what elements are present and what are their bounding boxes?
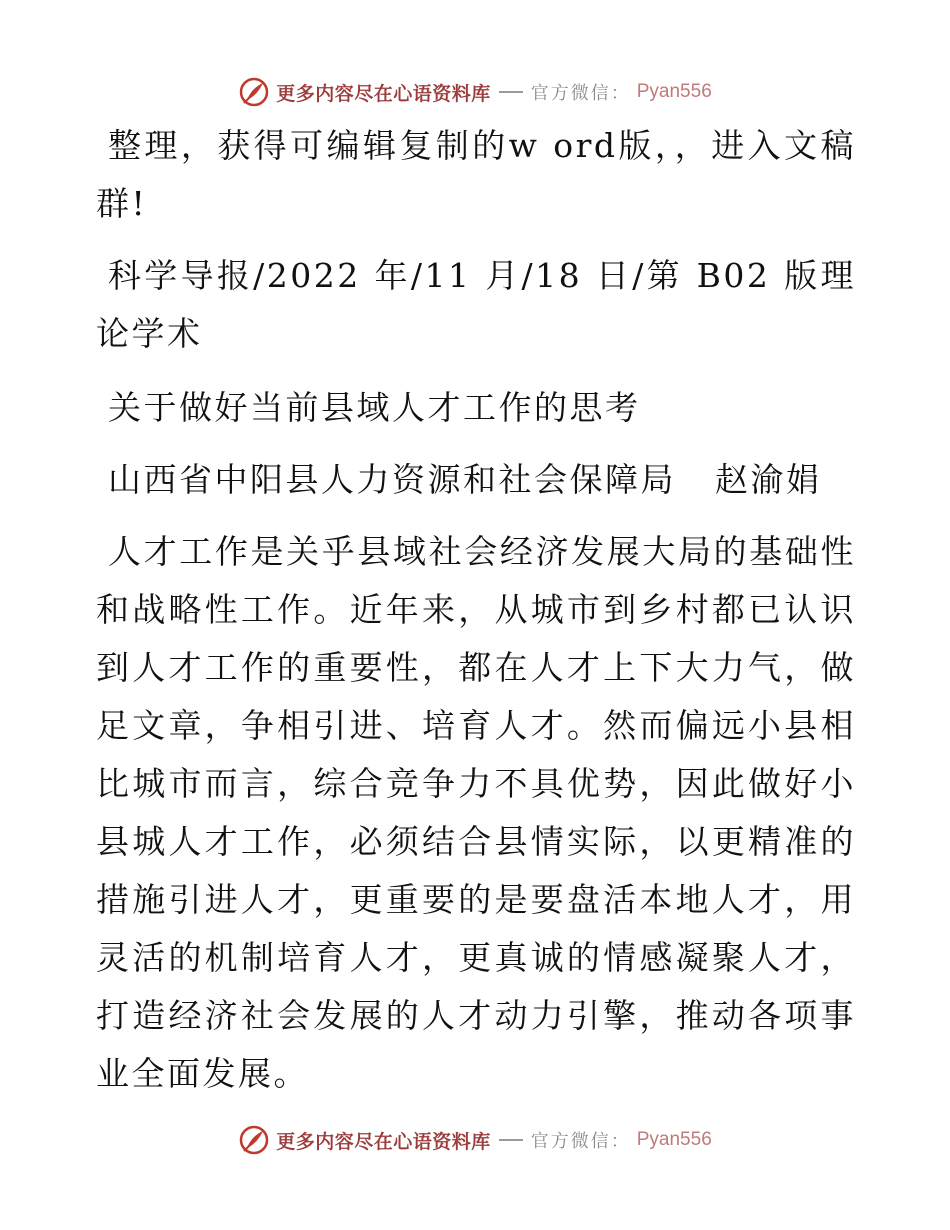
- feather-logo-icon: [238, 1124, 270, 1156]
- watermark-dash: [499, 1139, 523, 1141]
- watermark-dash: [499, 91, 523, 93]
- watermark-site-text: 更多内容尽在心语资料库: [276, 1130, 491, 1153]
- intro-paragraph: 整理，获得可编辑复制的w ord版，，进入文稿群!: [96, 126, 856, 223]
- document-body: [96, 117, 856, 1103]
- footer-watermark: [0, 1120, 950, 1160]
- article-title: 关于做好当前县域人才工作的思考: [108, 388, 641, 427]
- watermark-wechat-id: Pyan556: [636, 1129, 712, 1150]
- header-watermark: [0, 72, 950, 112]
- source-line: 科学导报/2022 年/11 月/18 日/第 B02 版理论学术: [96, 256, 856, 353]
- watermark-site-text: 更多内容尽在心语资料库: [276, 82, 491, 105]
- watermark-wechat-label: 官方微信：: [530, 83, 631, 104]
- watermark-wechat-id: Pyan556: [636, 81, 712, 102]
- feather-logo-icon: [238, 76, 270, 108]
- body-paragraph: 人才工作是关乎县域社会经济发展大局的基础性和战略性工作。近年来，从城市到乡村都已认识到人才工作的重要性，都在人才上下大力气，做足文章，争相引进、培育人才。然而偏远小县相比城市而言，综合竞争力不具优势，因此做好小县城人才工作，必须结合县情实际，以更精准的措施引进人才，更重要的是要盘活本地人才，用灵活的机制培育人才，更真诚的情感凝聚人才，打造经济社会发展的人才动力引擎，推动各项事业全面发展。: [96, 532, 856, 1093]
- watermark-wechat-label: 官方微信：: [530, 1131, 631, 1152]
- author-line: 山西省中阳县人力资源和社会保障局 赵渝娟: [108, 460, 822, 499]
